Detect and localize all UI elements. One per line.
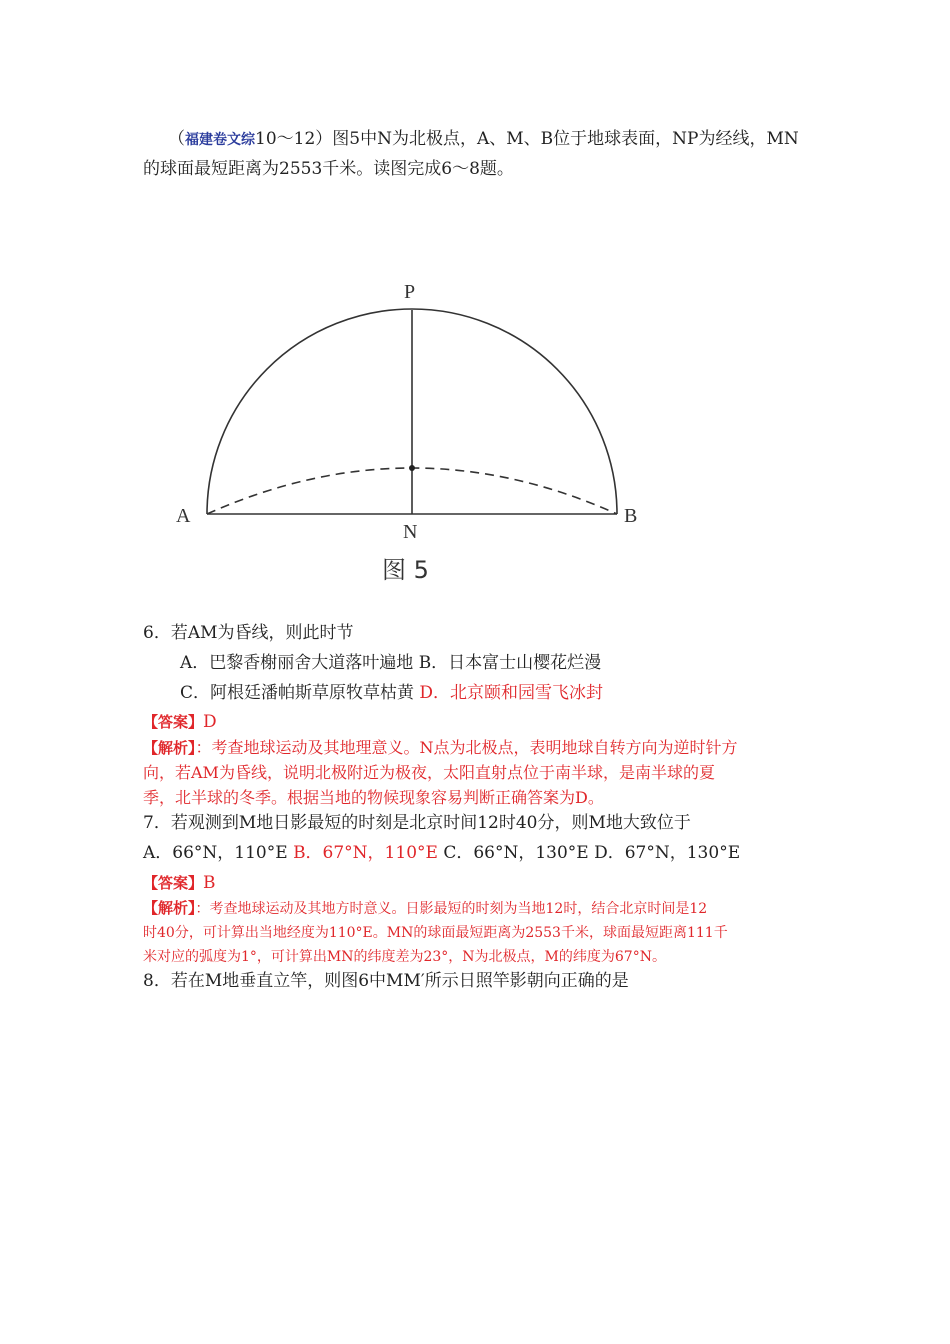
figure-caption: 图 5 — [382, 556, 429, 584]
q6-option-b: B．日本富士山樱花烂漫 — [418, 653, 602, 673]
q6-option-a: A．巴黎香榭丽舍大道落叶遍地 — [180, 653, 414, 673]
q7-expl-tag: 【解析】 — [143, 899, 196, 917]
figure-5 — [170, 272, 650, 592]
q7-option-b: B．67°N，110°E — [293, 843, 438, 863]
q6-options-row-2 — [180, 682, 603, 704]
q8-stem: 8．若在M地垂直立竿，则图6中MM′所示日照竿影朝向正确的是 — [143, 971, 629, 991]
q6-options-row-1 — [180, 652, 601, 674]
q6-explanation-2: 向，若AM为昏线，说明北极附近为极夜，太阳直射点位于南半球，是南半球的夏 — [143, 763, 715, 782]
q7-explanation-2: 时40分，可计算出当地经度为110°E。MN的球面最短距离为2553千米，球面最短距离111千 — [143, 925, 728, 941]
q7-answer-value: B — [203, 873, 216, 893]
intro-text-1: ）图5中N为北极点，A、M、B位于地球表面，NP为经线，MN — [315, 129, 799, 149]
q6-stem: 6．若AM为昏线，则此时节 — [143, 623, 354, 643]
q6-answer — [143, 711, 217, 733]
intro-line-2: 的球面最短距离为2553千米。读图完成6～8题。 — [143, 159, 514, 179]
source-tag: 福建卷文综 — [185, 132, 255, 148]
q6-explanation-1 — [143, 737, 738, 759]
q6-explanation-3: 季，北半球的冬季。根据当地的物候现象容易判断正确答案为D。 — [143, 788, 604, 807]
q7-explanation-3: 米对应的弧度为1°，可计算出MN的纬度差为23°，N为北极点，M的纬度为67°N。 — [143, 949, 666, 965]
q7-option-c: C．66°N，130°E — [443, 843, 589, 863]
q7-answer — [143, 872, 216, 894]
source-pages: 10～12 — [255, 129, 316, 149]
q7-answer-tag: 【答案】 — [143, 874, 204, 892]
point-m — [409, 465, 415, 471]
intro-line-1 — [168, 128, 799, 151]
q6-answer-value: D — [203, 712, 217, 732]
q6-option-c: C．阿根廷潘帕斯草原牧草枯黄 — [180, 683, 415, 703]
q7-option-a: A．66°N，110°E — [143, 843, 288, 863]
label-n: N — [403, 521, 418, 543]
q7-options — [143, 842, 740, 864]
q7-stem: 7．若观测到M地日影最短的时刻是北京时间12时40分，则M地大致位于 — [143, 813, 691, 833]
label-a: A — [176, 505, 191, 527]
q6-option-d: D．北京颐和园雪飞冰封 — [419, 683, 604, 703]
source-open-paren: （ — [168, 129, 185, 149]
label-b: B — [624, 505, 638, 527]
q6-expl-tag: 【解析】 — [143, 739, 196, 757]
q6-answer-tag: 【答案】 — [143, 713, 204, 731]
q7-expl-text-1: ：考查地球运动及其地方时意义。日影最短的时刻为当地12时，结合北京时间是12 — [195, 901, 708, 917]
q7-option-d: D．67°N，130°E — [594, 843, 741, 863]
figure-5-diagram — [170, 272, 650, 592]
q7-explanation-1 — [143, 897, 707, 920]
label-p: P — [404, 281, 416, 303]
q6-expl-text-1: ：考查地球运动及其地理意义。N点为北极点，表明地球自转方向为逆时针方 — [195, 738, 738, 757]
